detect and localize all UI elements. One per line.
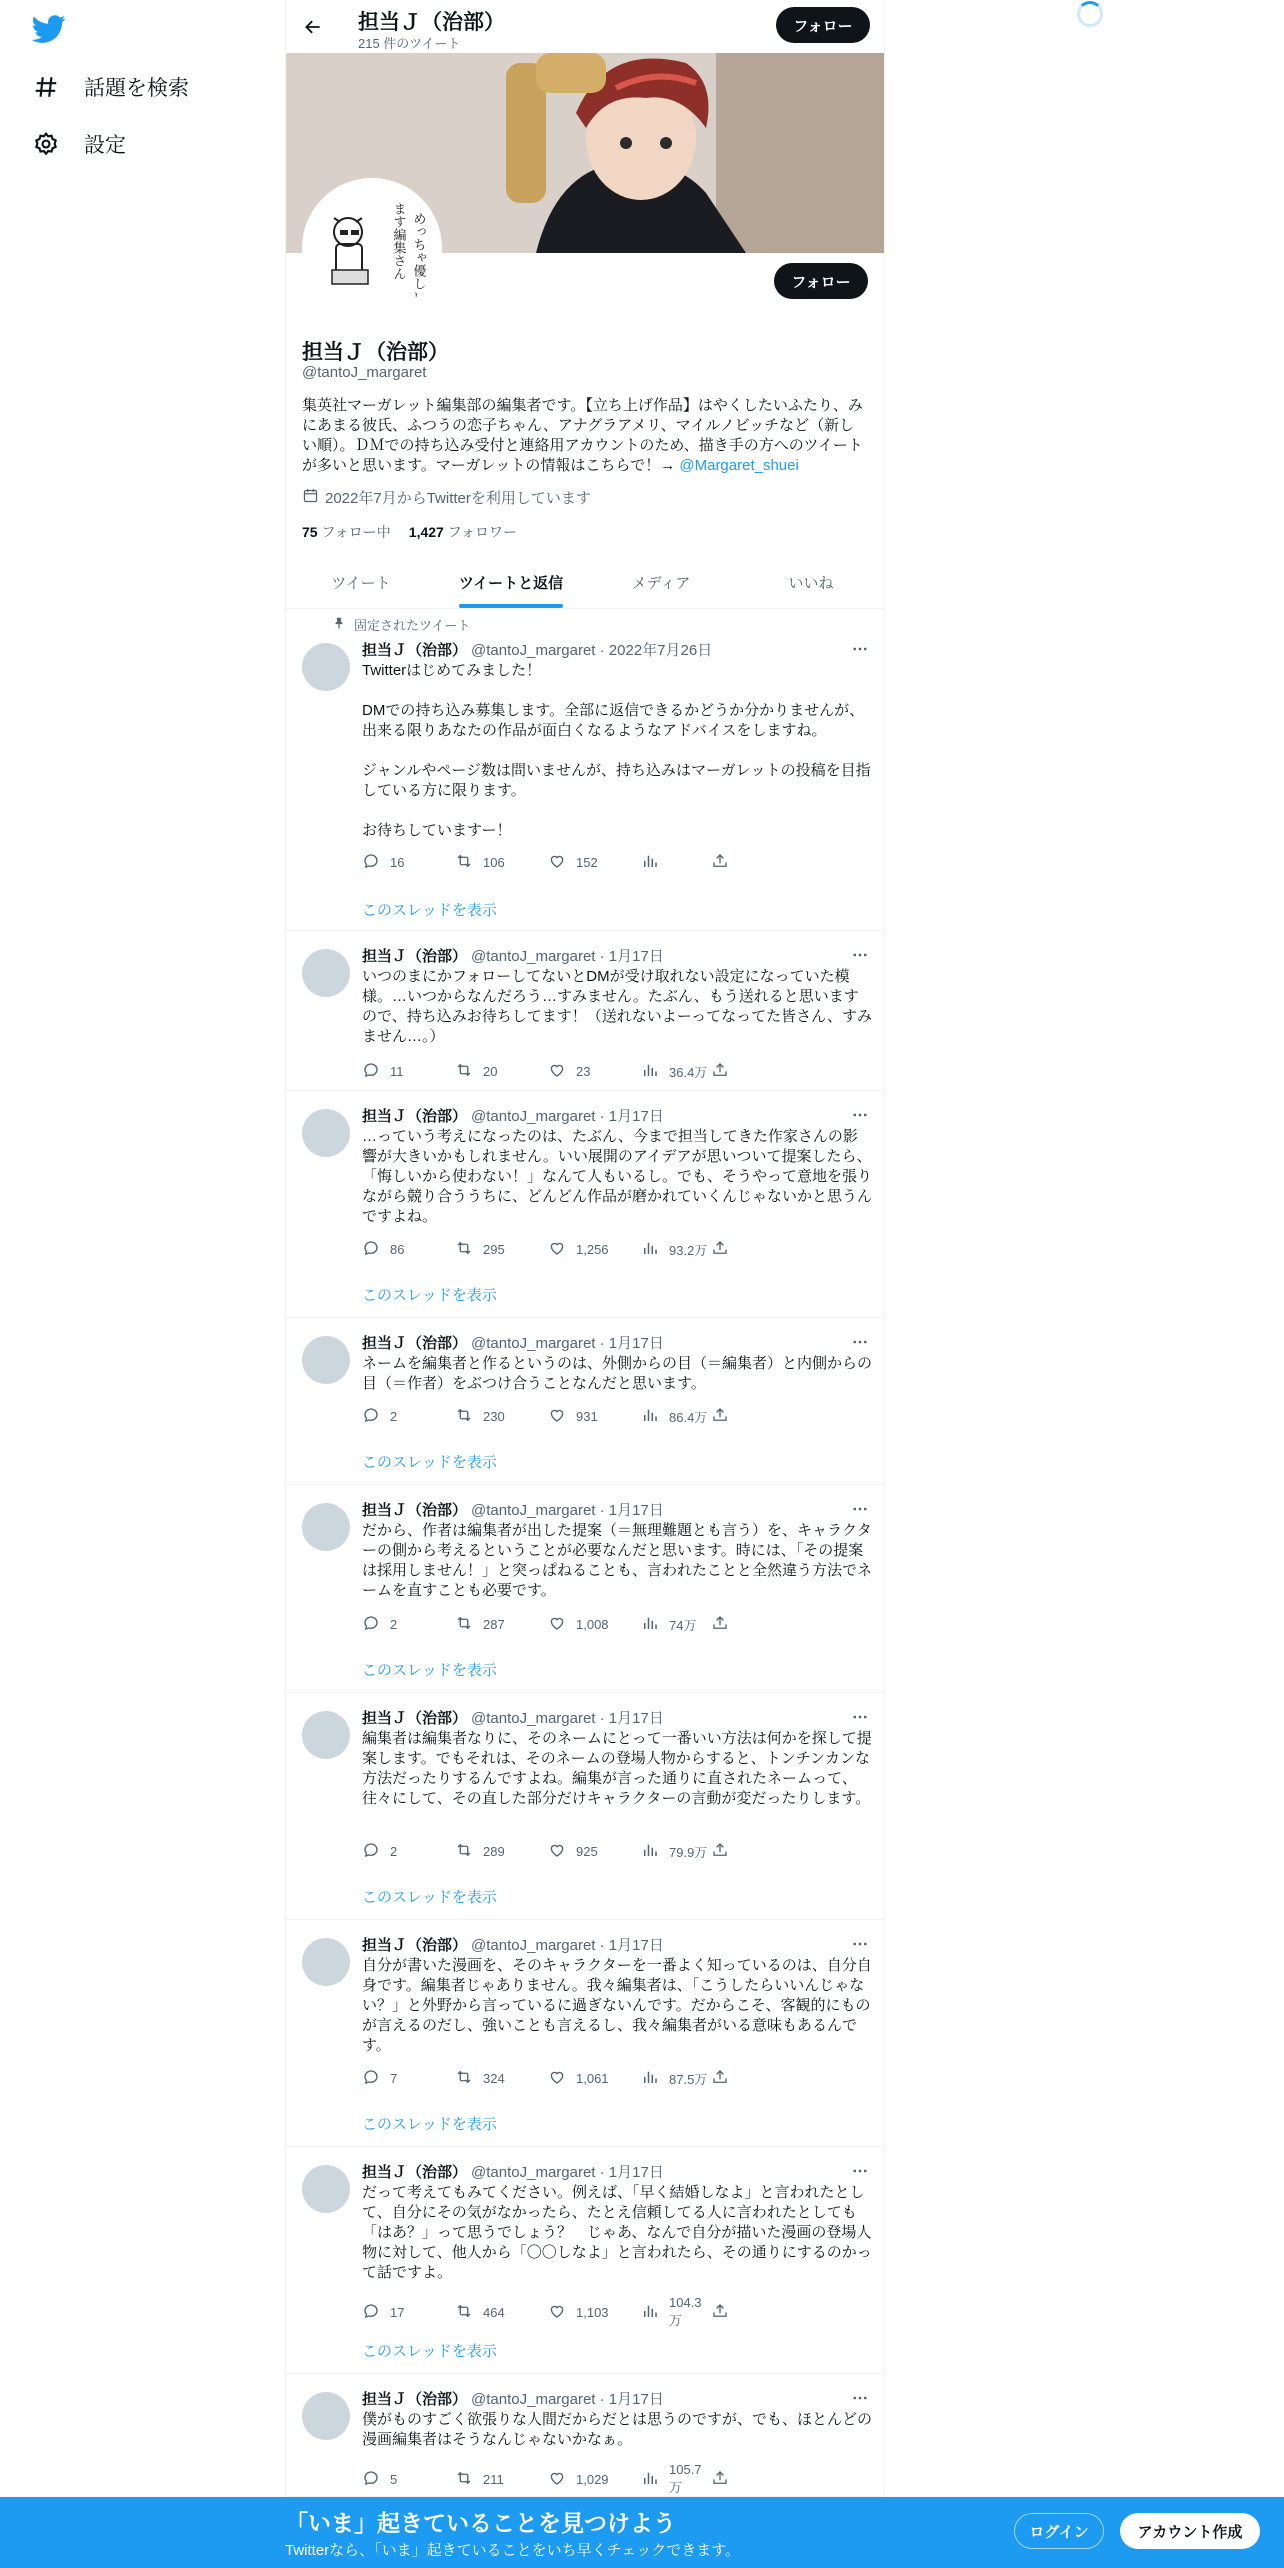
like-button[interactable]: [548, 1239, 641, 1260]
like-button[interactable]: [548, 2295, 641, 2329]
tweet-header: [362, 945, 664, 966]
reply-button[interactable]: [362, 2068, 455, 2089]
tweet[interactable]: [286, 931, 885, 1091]
tweet-avatar[interactable]: [302, 1711, 350, 1759]
tweet-avatar[interactable]: [302, 2392, 350, 2440]
profile-avatar[interactable]: [302, 178, 442, 318]
svg-text:めっちゃ優しい: めっちゃ優しい: [410, 212, 426, 303]
tweet-text: いつのまにかフォローしてないとDMが受け取れない設定になっていた模様。…いつからなんだろう…すみません。たぶん、もう送れると思いますので、持ち込みお待ちしてます！（送れないよーってなってた皆さん、すみません…。）: [362, 968, 873, 1045]
more-options-icon[interactable]: [850, 1105, 870, 1125]
heart-icon: [548, 2469, 566, 2490]
tweet-meta[interactable]: @tantoJ_margaret · 1月17日: [471, 1502, 664, 1519]
reply-icon: [362, 1406, 380, 1427]
tweet-text: 自分が書いた漫画を、そのキャラクターを一番よく知っているのは、自分自身です。編集者じゃありません。我々編集者は、「こうしたらいいんじゃない？」と外野から言っているに過ぎないんです。だからこそ、客観的にものが言えるのだし、強いことも言えるし、我々編集者がいる意味もあるんです。: [362, 1957, 872, 2054]
svg-text:ます編集さん: ます編集さん: [390, 202, 406, 280]
profile-follow-button[interactable]: フォロー: [774, 263, 868, 299]
like-button[interactable]: [548, 1614, 641, 1635]
signup-banner: [0, 2497, 1284, 2568]
retweet-count: 295: [483, 1242, 505, 1257]
reply-count: 5: [390, 2471, 398, 2487]
tweet-avatar[interactable]: [302, 643, 350, 691]
views-button[interactable]: [641, 2462, 711, 2496]
reply-icon: [362, 852, 380, 873]
heart-icon: [548, 2302, 566, 2323]
views-icon: [641, 2068, 659, 2089]
show-thread-link[interactable]: このスレッドを表示: [362, 2116, 497, 2133]
more-options-icon[interactable]: [850, 945, 870, 965]
more-options-icon[interactable]: [850, 1934, 870, 1954]
following-label: フォロー中: [321, 524, 391, 540]
retweet-count: 211: [483, 2471, 504, 2487]
like-count: 23: [576, 1064, 591, 1079]
tab-tweets-and-replies[interactable]: ツイートと返信: [436, 556, 586, 608]
profile-bio: [302, 396, 867, 476]
following-count: 75: [302, 524, 318, 540]
share-button[interactable]: [711, 1061, 741, 1082]
share-icon: [711, 2302, 729, 2323]
tweet-author-name[interactable]: 担当Ｊ（治部）: [362, 1108, 468, 1125]
tweet-actions: [362, 2462, 802, 2496]
profile-joined: [302, 487, 591, 508]
retweet-icon: [455, 1061, 473, 1082]
tweet-meta[interactable]: @tantoJ_margaret · 1月17日: [471, 948, 664, 965]
calendar-icon: [302, 487, 319, 508]
followers-label: フォロワー: [447, 524, 518, 540]
share-button[interactable]: [711, 1406, 741, 1427]
retweet-count: 324: [483, 2071, 505, 2086]
retweet-count: 230: [483, 1409, 505, 1424]
reply-icon: [362, 1239, 380, 1260]
like-button[interactable]: [548, 1406, 641, 1427]
retweet-icon: [455, 1614, 473, 1635]
tab-tweets[interactable]: ツイート: [331, 574, 391, 592]
tweet-author-name[interactable]: 担当Ｊ（治部）: [362, 642, 468, 659]
tweet[interactable]: [286, 1485, 885, 1693]
retweet-icon: [455, 852, 473, 873]
pinned-label: 固定されたツイート: [354, 618, 471, 633]
tweet-author-name[interactable]: 担当Ｊ（治部）: [362, 1937, 468, 1954]
bio-text: 集英社マーガレット編集部の編集者です。【立ち上げ作品】はやくしたいふたり、みにあまる彼氏、ふつうの恋子ちゃん、アナグラアメリ、マイルノビッチなど（新しい順）。ＤＭでの持ち込み受付と連絡用アカウントのため、描き手の方へのツイートが多いと思います。マーガレットの情報はこちらで！→: [302, 397, 863, 474]
views-icon: [641, 1841, 659, 1862]
tweet-avatar[interactable]: [302, 1938, 350, 1986]
share-icon: [711, 1614, 729, 1635]
tweet-author-name[interactable]: 担当Ｊ（治部）: [362, 2391, 468, 2408]
reply-icon: [362, 1061, 380, 1082]
like-button[interactable]: [548, 1841, 641, 1862]
like-count: 1,008: [576, 1617, 609, 1632]
views-button[interactable]: [641, 1614, 711, 1635]
share-icon: [711, 1841, 729, 1862]
tweet-actions: [362, 1841, 802, 1862]
profile-handle: @tantoJ_margaret: [302, 364, 427, 381]
reply-count: 17: [390, 2304, 405, 2320]
retweet-icon: [455, 2068, 473, 2089]
heart-icon: [548, 1061, 566, 1082]
tweet-text: 僕がものすごく欲張りな人間だからだとは思うのですが、でも、ほとんどの漫画編集者はそうなんじゃないかなぁ。: [362, 2411, 873, 2448]
share-icon: [711, 1406, 729, 1427]
reply-button[interactable]: [362, 1239, 455, 1260]
tweet-author-name[interactable]: 担当Ｊ（治部）: [362, 1335, 468, 1352]
view-count: 93.2万: [669, 1243, 708, 1258]
view-count: 86.4万: [669, 1410, 708, 1425]
tweet-meta[interactable]: @tantoJ_margaret · 1月17日: [471, 2391, 664, 2408]
tweet-actions: [362, 1614, 802, 1635]
header-profile-name: 担当Ｊ（治部）: [358, 11, 505, 34]
views-button[interactable]: [641, 2068, 711, 2089]
tweet-author-name[interactable]: 担当Ｊ（治部）: [362, 1502, 468, 1519]
views-button[interactable]: [641, 2295, 711, 2329]
tweet-actions: [362, 852, 802, 873]
reply-count: 11: [390, 1064, 404, 1079]
share-button[interactable]: [711, 1239, 741, 1260]
tweet-header: [362, 1934, 664, 1955]
tweet-avatar[interactable]: [302, 1336, 350, 1384]
like-count: 925: [576, 1844, 598, 1859]
tweet-actions: [362, 2068, 802, 2089]
left-navigation: [0, 0, 285, 2500]
share-icon: [711, 2068, 729, 2089]
pin-icon: [332, 616, 346, 633]
reply-button[interactable]: [362, 1614, 455, 1635]
tweet-avatar[interactable]: [302, 2165, 350, 2213]
reply-count: 86: [390, 1242, 405, 1257]
tweet-header: [362, 1499, 664, 1520]
reply-icon: [362, 2068, 380, 2089]
view-count: 79.9万: [669, 1845, 708, 1860]
more-options-icon[interactable]: [850, 1332, 870, 1352]
retweet-icon: [455, 1239, 473, 1260]
show-thread-link[interactable]: このスレッドを表示: [362, 1287, 497, 1304]
retweet-button[interactable]: [455, 1841, 548, 1862]
reply-button[interactable]: [362, 2462, 455, 2496]
gear-icon: [32, 130, 60, 158]
views-icon: [641, 2469, 659, 2490]
views-icon: [641, 1614, 659, 1635]
tweet-meta[interactable]: @tantoJ_margaret · 2022年7月26日: [471, 642, 713, 659]
tweet-text: ネームを編集者と作るというのは、外側からの目（＝編集者）と内側からの目（＝作者）をぶつけ合うことなんだと思います。: [362, 1355, 873, 1392]
tweet-actions: [362, 1406, 802, 1427]
share-button[interactable]: [711, 1614, 741, 1635]
share-button[interactable]: [711, 2068, 741, 2089]
tweet[interactable]: [286, 1318, 885, 1485]
signup-button[interactable]: アカウント作成: [1120, 2513, 1260, 2549]
tweet-meta[interactable]: @tantoJ_margaret · 1月17日: [471, 1335, 664, 1352]
profile-name: 担当Ｊ（治部）: [302, 341, 449, 364]
profile-stats: [302, 522, 517, 542]
like-button[interactable]: [548, 1061, 641, 1082]
joined-text: 2022年7月からTwitterを利用しています: [325, 490, 591, 507]
tweet-text: 編集者は編集者なりに、そのネームにとって一番いい方法は何かを探して提案します。でもそれは、そのネームの登場人物からすると、トンチンカンな方法だったりするんですよね。編集が言った通りに直されたネームって、往々にして、その直した部分だけキャラクターの言動が変だったりします。: [362, 1730, 872, 1807]
back-arrow-icon[interactable]: [296, 10, 330, 44]
retweet-count: 289: [483, 1844, 505, 1859]
like-count: 152: [576, 855, 598, 870]
share-button[interactable]: [711, 2295, 741, 2329]
reply-icon: [362, 2469, 380, 2490]
views-icon: [641, 852, 659, 873]
like-count: 1,103: [576, 2304, 609, 2320]
nav-settings-label: 設定: [84, 134, 126, 157]
share-button[interactable]: [711, 1841, 741, 1862]
tweet-text: だって考えてもみてください。例えば、「早く結婚しなよ」と言われたとして、自分にその気がなかったら、たとえ信頼してる人に言われたとしても「はあ？」って思うでしょう？ じゃあ、なんで自分が描いた漫画の登場人物に対して、他人から「〇〇しなよ」と言われたら、その通りにするのかって話ですよ。: [362, 2184, 872, 2281]
view-count: 36.4万: [669, 1065, 708, 1080]
reply-icon: [362, 1614, 380, 1635]
signup-banner-subtitle: Twitterなら、「いま」起きていることをいち早くチェックできます。: [285, 2542, 741, 2559]
retweet-icon: [455, 1406, 473, 1427]
views-icon: [641, 1061, 659, 1082]
profile-column: [285, 0, 885, 2500]
like-count: 1,029: [576, 2471, 609, 2487]
more-options-icon[interactable]: [850, 1707, 870, 1727]
share-icon: [711, 1061, 729, 1082]
loading-spinner-icon: [1077, 1, 1103, 27]
share-icon: [711, 852, 729, 873]
login-button[interactable]: ログイン: [1014, 2513, 1104, 2549]
tweet[interactable]: [286, 1091, 885, 1318]
reply-icon: [362, 1841, 380, 1862]
like-count: 1,256: [576, 1242, 609, 1257]
tweet-avatar[interactable]: [302, 1503, 350, 1551]
signup-banner-title: 「いま」起きていることを見つけよう: [285, 2510, 676, 2536]
heart-icon: [548, 1406, 566, 1427]
view-count: 104.3万: [669, 2295, 702, 2328]
retweet-button[interactable]: [455, 2295, 548, 2329]
tweet-header: [362, 639, 712, 660]
retweet-button[interactable]: [455, 1239, 548, 1260]
followers-link[interactable]: [409, 522, 517, 542]
retweet-icon: [455, 2469, 473, 2490]
share-icon: [711, 2469, 729, 2490]
retweet-count: 106: [483, 855, 505, 870]
reply-icon: [362, 2302, 380, 2323]
show-thread-link[interactable]: このスレッドを表示: [362, 2343, 497, 2360]
show-thread-link[interactable]: このスレッドを表示: [362, 1454, 497, 1471]
retweet-button[interactable]: [455, 2462, 548, 2496]
heart-icon: [548, 852, 566, 873]
like-button[interactable]: [548, 2462, 641, 2496]
retweet-count: 464: [483, 2304, 505, 2320]
tweet-meta[interactable]: @tantoJ_margaret · 1月17日: [471, 1710, 664, 1727]
tweet-header: [362, 2388, 664, 2409]
show-thread-link[interactable]: このスレッドを表示: [362, 1889, 497, 1906]
tweet-header: [362, 2161, 664, 2182]
tweet-header: [362, 1332, 664, 1353]
more-options-icon[interactable]: [850, 2161, 870, 2181]
more-options-icon[interactable]: [850, 639, 870, 659]
like-button[interactable]: [548, 852, 641, 873]
nav-explore-label: 話題を検索: [84, 77, 189, 100]
tweet-avatar[interactable]: [302, 1109, 350, 1157]
tweet-meta[interactable]: @tantoJ_margaret · 1月17日: [471, 1108, 664, 1125]
tweet-author-name[interactable]: 担当Ｊ（治部）: [362, 1710, 468, 1727]
tweet-author-name[interactable]: 担当Ｊ（治部）: [362, 948, 468, 965]
tweet-actions: [362, 2295, 802, 2329]
more-options-icon[interactable]: [850, 1499, 870, 1519]
tweet-author-name[interactable]: 担当Ｊ（治部）: [362, 2164, 468, 2181]
reply-count: 2: [390, 1409, 398, 1424]
nav-settings[interactable]: [32, 124, 126, 164]
tweet-header: [362, 1105, 664, 1126]
nav-explore[interactable]: [32, 67, 189, 107]
tweet-actions: [362, 1061, 802, 1082]
heart-icon: [548, 1841, 566, 1862]
header-tweet-count: 215 件のツイート: [358, 36, 461, 51]
reply-button[interactable]: [362, 852, 455, 873]
tweet-avatar[interactable]: [302, 949, 350, 997]
views-button[interactable]: [641, 852, 711, 873]
followers-count: 1,427: [408, 524, 444, 540]
tweet[interactable]: [286, 1693, 885, 1920]
reply-count: 16: [390, 855, 405, 870]
heart-icon: [548, 1239, 566, 1260]
tweet[interactable]: [286, 2147, 885, 2374]
retweet-button[interactable]: [455, 1406, 548, 1427]
retweet-button[interactable]: [455, 1061, 548, 1082]
views-button[interactable]: [641, 1841, 711, 1862]
tweet[interactable]: [286, 609, 885, 931]
reply-button[interactable]: [362, 2295, 455, 2329]
tweet-meta[interactable]: @tantoJ_margaret · 1月17日: [471, 2164, 664, 2181]
reply-button[interactable]: [362, 1406, 455, 1427]
views-icon: [641, 2302, 659, 2323]
like-count: 931: [576, 1409, 598, 1424]
retweet-count: 287: [483, 1617, 505, 1632]
show-thread-link[interactable]: このスレッドを表示: [362, 1662, 497, 1679]
view-count: 87.5万: [669, 2072, 708, 2087]
bio-mention-link[interactable]: @Margaret_shuei: [679, 457, 799, 474]
tweet-text: Twitterはじめてみました！ DMでの持ち込み募集します。全部に返信できるかどうか分かりませんが、出来る限りあなたの作品が面白くなるようなアドバイスをしますね。 ジャンルやページ数は問いませんが、持ち込みはマーガレットの投稿を目指している方に限ります。 お待ちしていますー！: [362, 662, 871, 839]
views-button[interactable]: [641, 1406, 711, 1427]
reply-button[interactable]: [362, 1061, 455, 1082]
retweet-button[interactable]: [455, 1614, 548, 1635]
views-button[interactable]: [641, 1239, 711, 1260]
hashtag-icon: [32, 73, 60, 101]
tweet[interactable]: [286, 1920, 885, 2147]
retweet-icon: [455, 1841, 473, 1862]
views-icon: [641, 1239, 659, 1260]
heart-icon: [548, 2068, 566, 2089]
reply-count: 2: [390, 1617, 398, 1632]
tweet-meta[interactable]: @tantoJ_margaret · 1月17日: [471, 1937, 664, 1954]
like-button[interactable]: [548, 2068, 641, 2089]
show-thread-link[interactable]: このスレッドを表示: [362, 902, 497, 919]
tweet-text: …っていう考えになったのは、たぶん、今まで担当してきた作家さんの影響が大きいかもしれません。いい展開のアイデアが思いついて提案したら、「悔しいから使わない！」なんて人もいるし。でも、そうやって意地を張りながら競り合ううちに、どんどん作品が磨かれていくんじゃないかと思うんですよね。: [362, 1128, 873, 1225]
reply-count: 2: [390, 1844, 398, 1859]
tab-likes[interactable]: いいね: [788, 574, 834, 592]
view-count: 74万: [669, 1618, 697, 1633]
following-link[interactable]: [302, 522, 391, 542]
reply-button[interactable]: [362, 1841, 455, 1862]
share-icon: [711, 1239, 729, 1260]
twitter-logo-icon[interactable]: [32, 12, 66, 46]
more-options-icon[interactable]: [850, 2388, 870, 2408]
pinned-indicator: [332, 615, 470, 634]
header-follow-button[interactable]: フォロー: [776, 7, 870, 43]
view-count: 105.7万: [669, 2462, 702, 2495]
tweet[interactable]: [286, 2374, 885, 2497]
profile-header-bar: [286, 0, 885, 53]
reply-count: 7: [390, 2071, 398, 2086]
retweet-button[interactable]: [455, 2068, 548, 2089]
share-button[interactable]: [711, 2462, 741, 2496]
retweet-count: 20: [483, 1064, 498, 1079]
tweet-actions: [362, 1239, 802, 1260]
heart-icon: [548, 1614, 566, 1635]
like-count: 1,061: [576, 2071, 609, 2086]
views-button[interactable]: [641, 1061, 711, 1082]
profile-tabs: [286, 556, 885, 609]
views-icon: [641, 1406, 659, 1427]
tab-media[interactable]: メディア: [631, 574, 691, 592]
share-button[interactable]: [711, 852, 741, 873]
tweet-header: [362, 1707, 664, 1728]
retweet-button[interactable]: [455, 852, 548, 873]
retweet-icon: [455, 2302, 473, 2323]
tweet-text: だから、作者は編集者が出した提案（＝無理難題とも言う）を、キャラクターの側から考えるということが必要なんだと思います。時には、「その提案は採用しません！」と突っぱねることも、言われたことと全然違う方法でネームを直すことも必要です。: [362, 1522, 873, 1599]
